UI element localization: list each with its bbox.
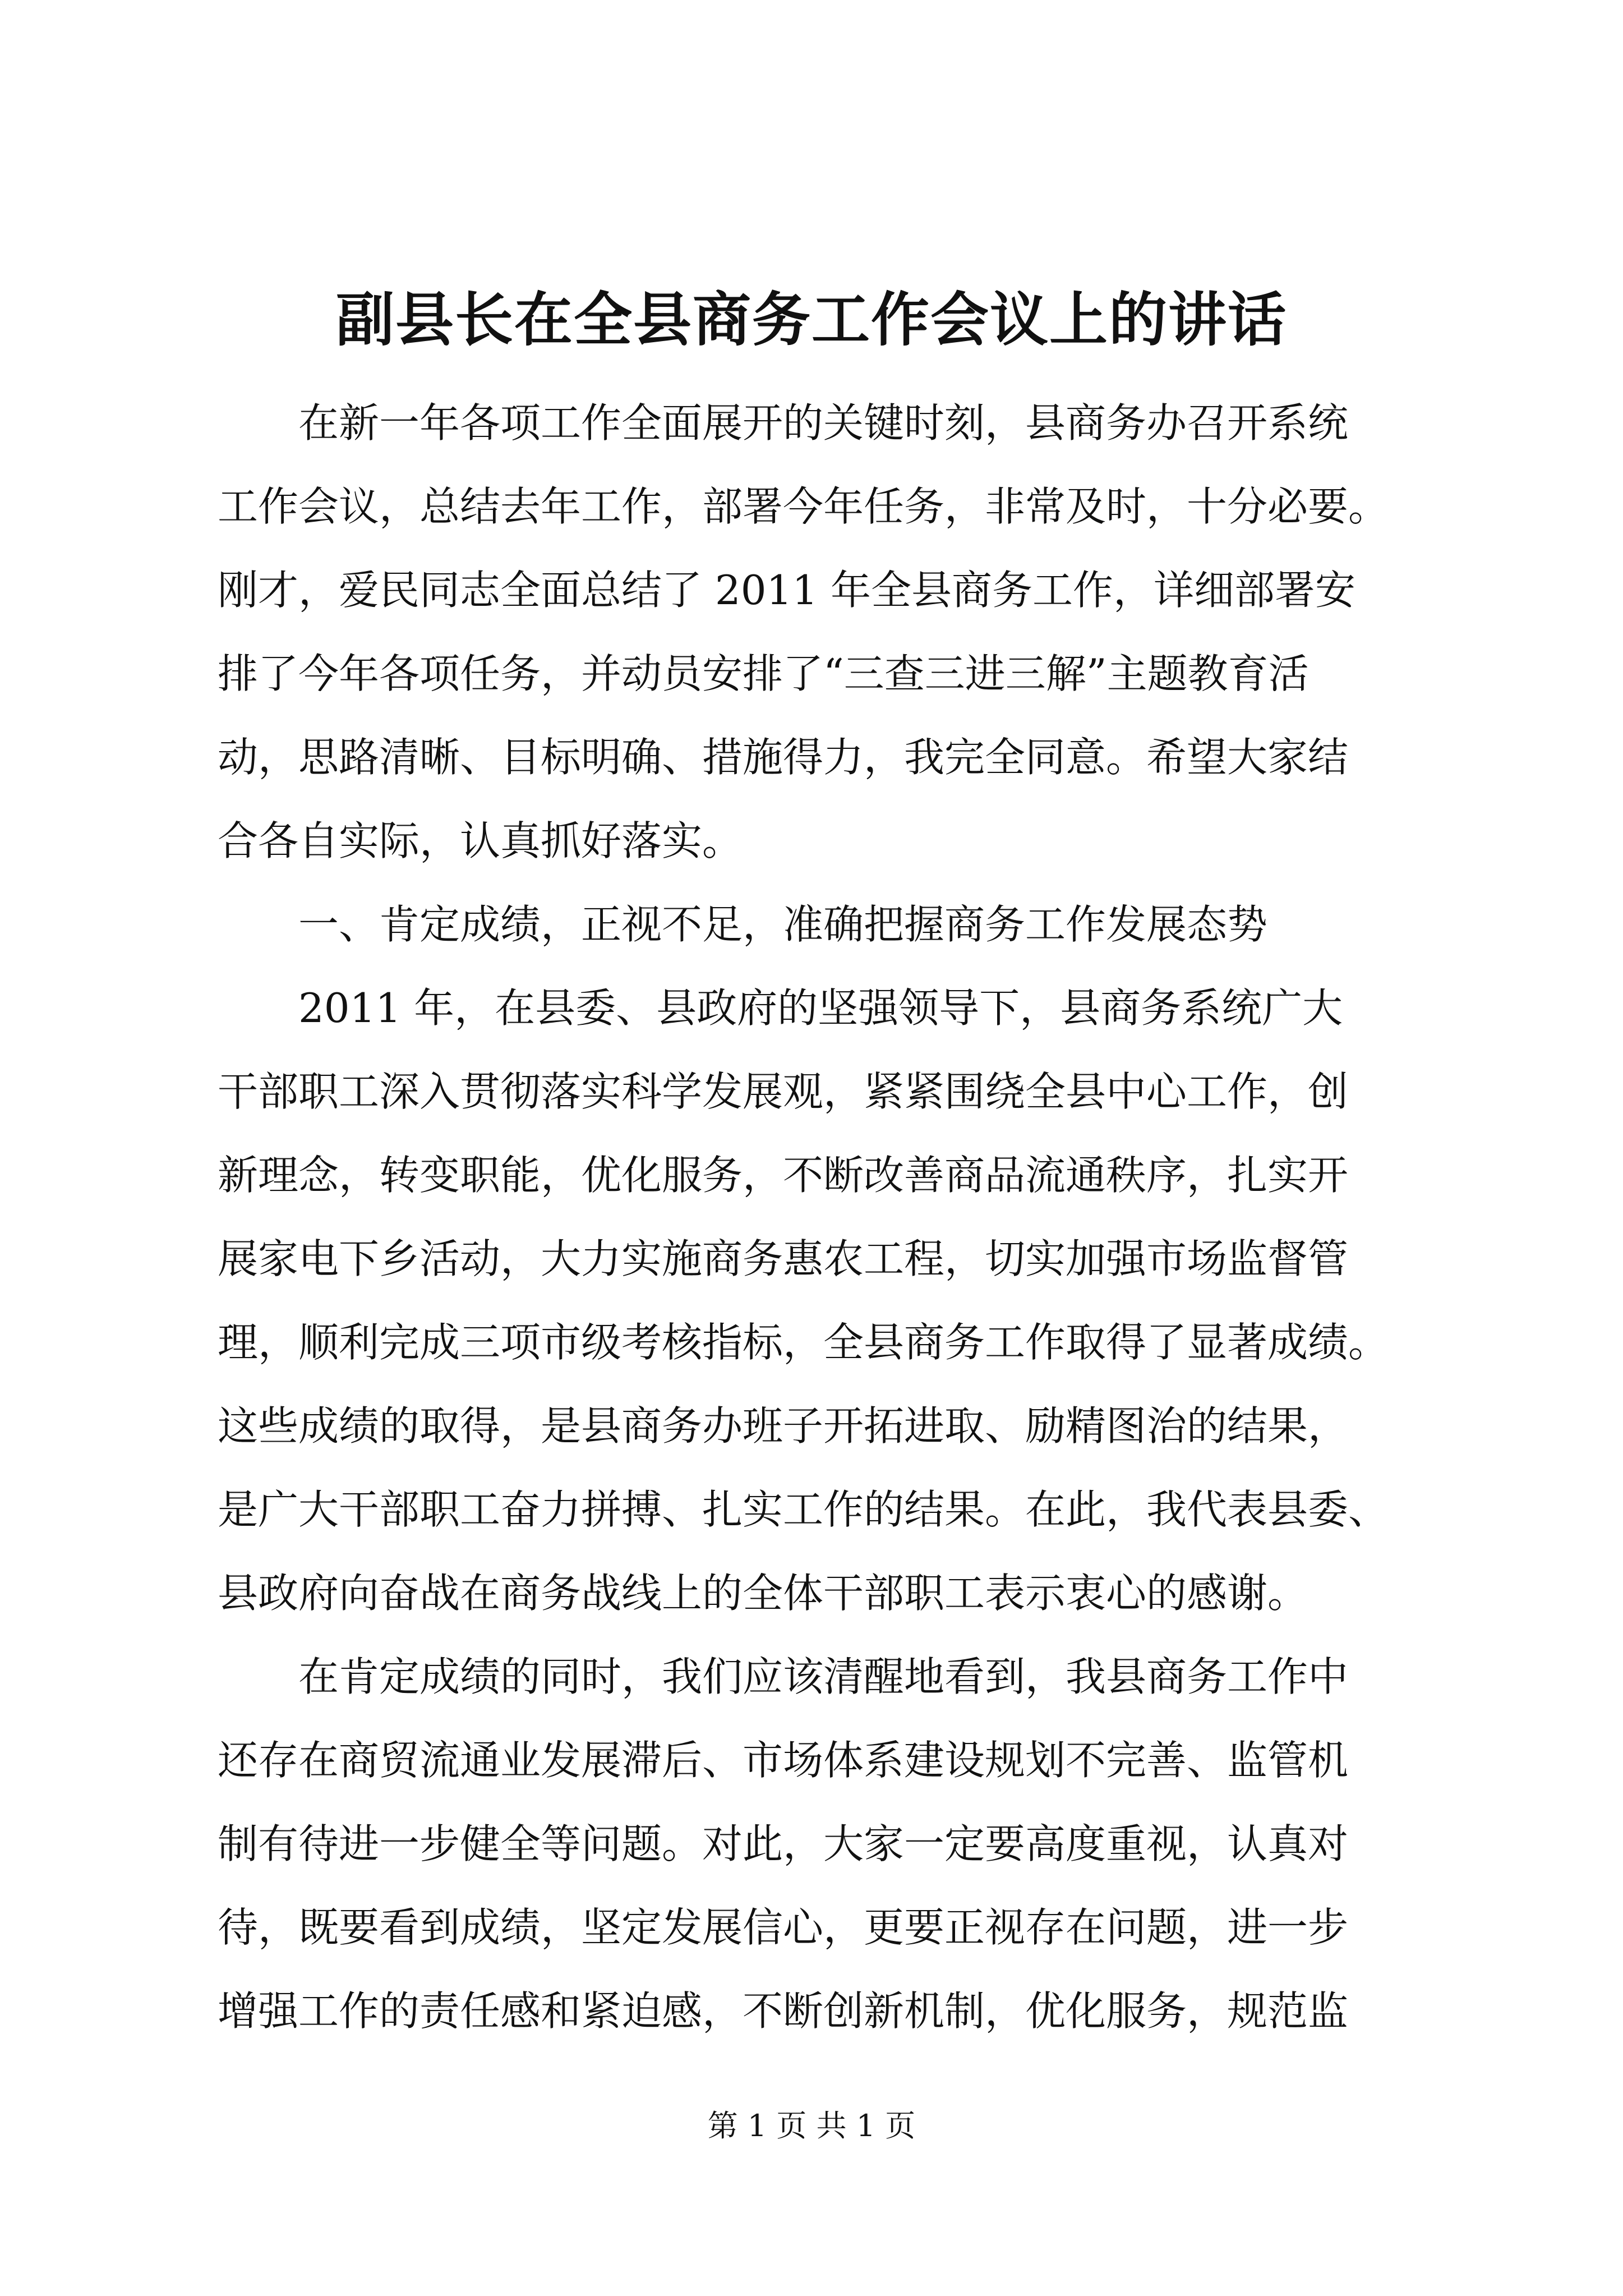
body-line: 在新一年各项工作全面展开的关键时刻，县商务办召开系统: [218, 399, 1349, 447]
body-line: 展家电下乡活动，大力实施商务惠农工程，切实加强市场监督管: [218, 1235, 1349, 1282]
body-line: 2011 年，在县委、县政府的坚强领导下，县商务系统广大: [218, 984, 1343, 1032]
page-footer: 第 1 页 共 1 页: [707, 2108, 916, 2143]
document-body: [218, 381, 1426, 2053]
body-line: 在肯定成绩的同时，我们应该清醒地看到，我县商务工作中: [218, 1653, 1349, 1700]
document-title: 副县长在全县商务工作会议上的讲话: [335, 285, 1287, 354]
body-line: 理，顺利完成三项市级考核指标，全县商务工作取得了显著成绩。: [218, 1319, 1389, 1366]
body-line: 县政府向奋战在商务战线上的全体干部职工表示衷心的感谢。: [218, 1570, 1308, 1617]
body-line: 干部职工深入贯彻落实科学发展观，紧紧围绕全县中心工作，创: [218, 1068, 1349, 1115]
body-line: 动，思路清晰、目标明确、措施得力，我完全同意。希望大家结: [218, 734, 1349, 781]
body-line: 排了今年各项任务，并动员安排了“三查三进三解”主题教育活: [218, 650, 1309, 697]
section-heading: 一、肯定成绩，正视不足，准确把握商务工作发展态势: [218, 901, 1268, 948]
body-line: 工作会议，总结去年工作，部署今年任务，非常及时，十分必要。: [218, 483, 1389, 530]
body-line: 是广大干部职工奋力拼搏、扎实工作的结果。在此，我代表县委、: [218, 1486, 1389, 1533]
body-line: 新理念，转变职能，优化服务，不断改善商品流通秩序，扎实开: [218, 1152, 1349, 1199]
body-line: 这些成绩的取得，是县商务办班子开拓进取、励精图治的结果，: [218, 1402, 1349, 1450]
body-line: 合各自实际，认真抓好落实。: [218, 817, 743, 864]
body-line: 还存在商贸流通业发展滞后、市场体系建设规划不完善、监管机: [218, 1737, 1349, 1784]
body-line: 刚才，爱民同志全面总结了 2011 年全县商务工作，详细部署安: [218, 567, 1356, 614]
body-line: 制有待进一步健全等问题。对此，大家一定要高度重视，认真对: [218, 1820, 1349, 1867]
body-line: 待，既要看到成绩，坚定发展信心，更要正视存在问题，进一步: [218, 1904, 1349, 1951]
body-line: 增强工作的责任感和紧迫感，不断创新机制，优化服务，规范监: [218, 1987, 1349, 2035]
